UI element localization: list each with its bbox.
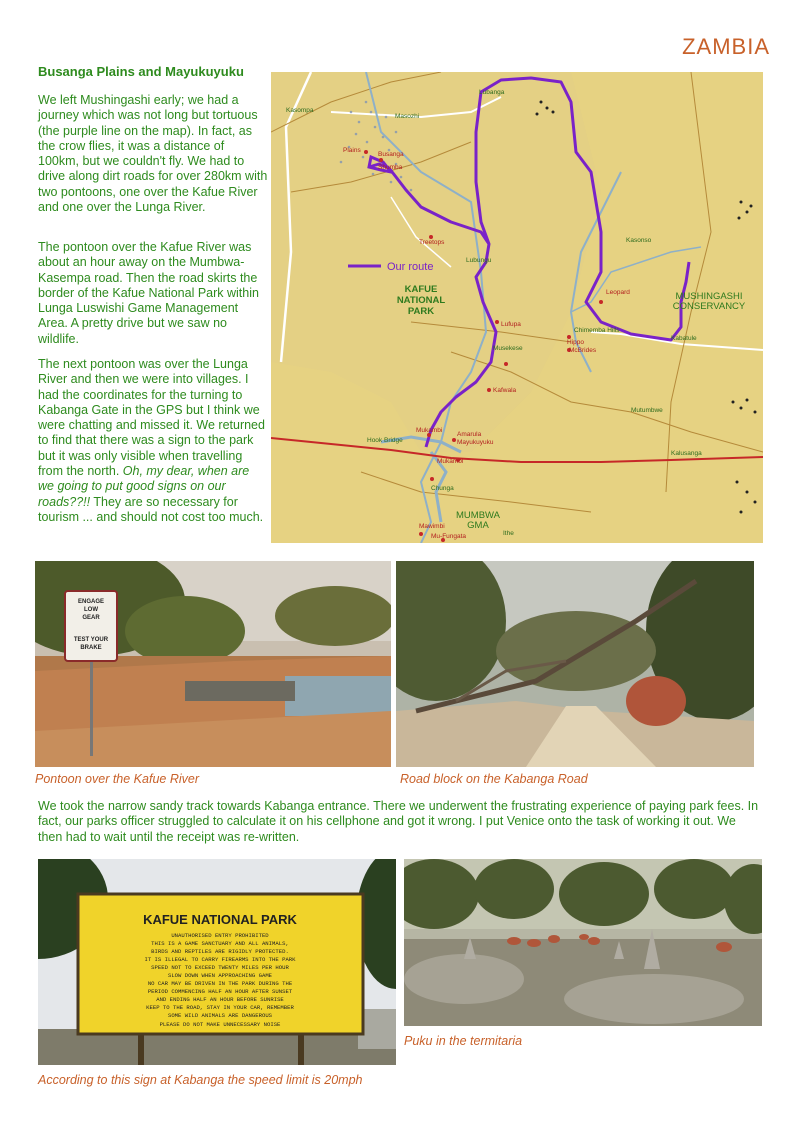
pontoon-sign-line-4: TEST YOUR: [73, 637, 109, 643]
map-label-lufupa: Lufupa: [501, 321, 521, 328]
map-conservancy-2: CONSERVANCY: [672, 301, 746, 312]
map-label-hippo: Hippo: [567, 339, 584, 346]
map-park-name-2: NATIONAL: [396, 295, 446, 306]
pontoon-sign-line-3: GEAR: [82, 615, 100, 621]
map-label-mufungata: Mu-Fungata: [431, 533, 467, 540]
story-paragraph-3-end: They are so necessary for tourism ... and should not cost too much.: [38, 494, 264, 524]
map-label-mawimbi: Mawimbi: [419, 523, 445, 530]
map-label-plains: Plains: [343, 147, 361, 154]
map-label-chimemba: Chimemba Hills: [574, 327, 620, 334]
story-paragraph-4: We took the narrow sandy track towards Kabanga entrance. There we underwent the frustrating experience of paying park fees. In fact, our parks officer struggled to calculate it on his cellphone and got it wrong. I put Venice onto the task of working it out. We then had to wait until the receipt was re-written.: [38, 799, 759, 844]
story-paragraph-1: We left Mushingashi early; we had a journey which was not long but tortuous (the purple line on the map). In fact, as the crow flies, it was a distance of 100km, but we couldn't fly. We had to drive along dirt roads for over 280km with two pontoons, one over the Kafue River and one over the Lunga River.: [38, 93, 268, 215]
route-map: [271, 72, 763, 543]
story-paragraph-3-italic: Oh, my dear, when are we going to put good signs on our roads??!!: [38, 464, 250, 509]
map-label-mayukuyuku: Mayukuyuku: [457, 439, 494, 446]
park-sign-line-11: SOME WILD ANIMALS ARE DANGEROUS: [167, 1012, 273, 1019]
country-title: ZAMBIA: [682, 34, 770, 59]
caption-roadblock: Road block on the Kabanga Road: [400, 772, 588, 786]
park-sign-line-12: PLEASE DO NOT MAKE UNNECESSARY NOISE: [159, 1021, 281, 1028]
map-label-busanga: Busanga: [378, 151, 404, 158]
map-label-chunga: Chunga: [431, 485, 454, 492]
park-sign-line-2: THIS IS A GAME SANCTUARY AND ALL ANIMALS,: [151, 940, 289, 947]
map-label-leopard: Leopard: [606, 289, 630, 296]
map-label-kasonso: Kasonso: [626, 237, 652, 244]
story-paragraph-3-start: The next pontoon was over the Lunga River and then we were into villages. I had the coordinates for the turning to Kabanga Gate in the GPS but I think we were chatting and missed it. We returned to find that there was a sign to the park but it was only visible when travelling from the north.: [38, 357, 265, 479]
map-label-lubanga: Lubanga: [479, 89, 505, 96]
map-legend-label: Our route: [387, 261, 434, 273]
park-sign-line-10: KEEP TO THE ROAD, STAY IN YOUR CAR, REMEMBER: [146, 1004, 294, 1011]
map-label-itezhi: Ithe: [503, 530, 514, 537]
pontoon-sign-line-2: LOW: [84, 607, 98, 613]
photo-park-sign: [38, 859, 396, 1065]
map-label-lukanga: Lubungu: [466, 257, 492, 264]
caption-park-sign: According to this sign at Kabanga the speed limit is 20mph: [38, 1073, 363, 1087]
map-label-musekese: Musekese: [493, 345, 523, 352]
story-paragraph-2: The pontoon over the Kafue River was about an hour away on the Mumbwa-Kasempa road. Then the road skirts the border of the Kafue National Park within Lunga Luswishi Game Management Area. A pretty drive but we saw no wildlife.: [38, 240, 259, 346]
map-label-shumba: Shumba: [378, 164, 403, 171]
map-gma-2: GMA: [467, 520, 489, 531]
park-sign-line-1: UNAUTHORISED ENTRY PROHIBITED: [171, 932, 269, 939]
map-label-hookbridge: Hook Bridge: [367, 437, 403, 444]
map-park-name-1: KAFUE: [404, 284, 438, 295]
map-label-mukambi-1: Mukambi: [416, 427, 443, 434]
story-paragraph-3: [38, 357, 268, 525]
map-label-kalusanga: Kalusanga: [671, 450, 702, 457]
park-sign-line-4: IT IS ILLEGAL TO CARRY FIREARMS INTO THE PARK: [144, 956, 296, 963]
map-conservancy-1: MUSHINGASHI: [675, 291, 743, 302]
section-heading: Busanga Plains and Mayukuyuku: [38, 64, 244, 79]
park-sign-line-3: BIRDS AND REPTILES ARE RIGIDLY PROTECTED.: [151, 948, 289, 955]
map-park-name-3: PARK: [407, 306, 435, 317]
photo-puku: [404, 859, 762, 1026]
park-sign-line-6: SLOW DOWN WHEN APPROACHING GAME: [167, 972, 273, 979]
caption-puku: Puku in the termitaria: [404, 1034, 523, 1048]
map-label-kabatule: Kabatule: [671, 335, 697, 342]
park-sign-line-8: PERIOD COMMENCING HALF AN HOUR AFTER SUNSET: [147, 988, 293, 995]
map-label-mukambi-2: Mukambi: [437, 458, 464, 465]
park-sign-line-7: NO CAR MAY BE DRIVEN IN THE PARK DURING THE: [147, 980, 293, 987]
map-label-masozhi: Masozhi: [395, 113, 420, 120]
photo-pontoon: [35, 561, 391, 767]
park-sign-line-5: SPEED NOT TO EXCEED TWENTY MILES PER HOUR: [151, 964, 289, 971]
pontoon-sign-line-1: ENGAGE: [77, 599, 105, 605]
pontoon-sign-line-5: BRAKE: [80, 645, 102, 651]
map-label-mcbrides: McBrides: [569, 347, 597, 354]
map-label-kasompa: Kasompa: [286, 107, 314, 114]
map-label-kafwala: Kafwala: [493, 387, 517, 394]
map-gma-1: MUMBWA: [456, 510, 500, 521]
map-label-treetops: Treetops: [419, 239, 445, 246]
photo-roadblock: [396, 561, 754, 767]
map-label-mutumbwe: Mutumbwe: [631, 407, 663, 414]
map-label-amarula: Amarula: [457, 431, 482, 438]
park-sign-line-9: AND ENDING HALF AN HOUR BEFORE SUNRISE: [156, 996, 284, 1003]
caption-pontoon: Pontoon over the Kafue River: [35, 772, 199, 786]
park-sign-title: KAFUE NATIONAL PARK: [143, 912, 297, 927]
